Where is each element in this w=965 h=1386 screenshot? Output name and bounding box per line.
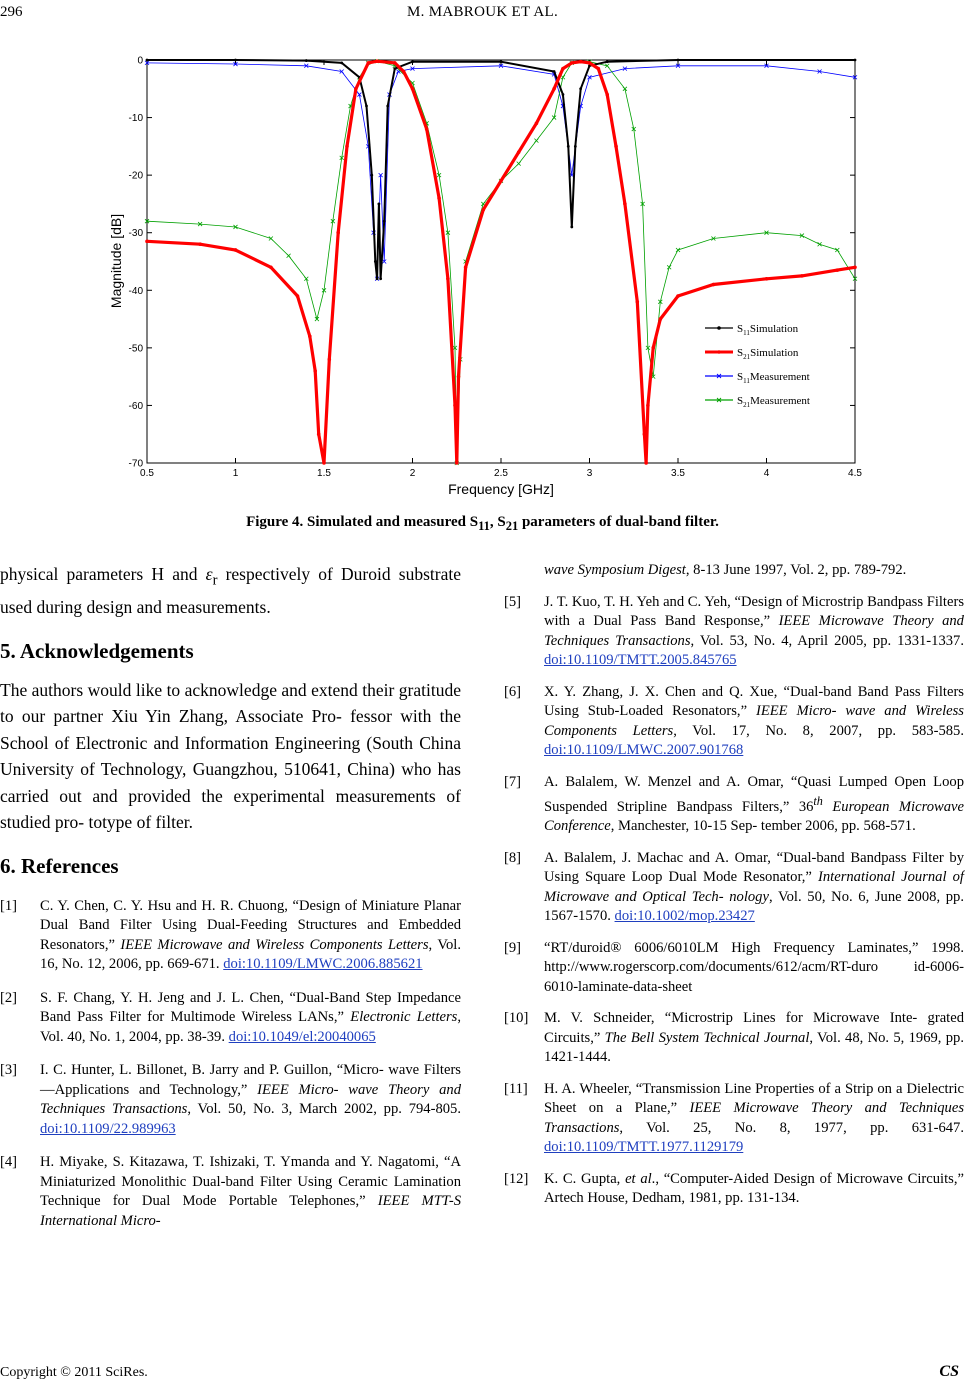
y-axis-label: Magnitude [dB]	[108, 213, 124, 309]
data-point	[517, 150, 521, 154]
data-point	[313, 369, 317, 373]
y-tick-label: -30	[128, 228, 143, 240]
data-point	[383, 220, 386, 223]
series-11-measurement	[145, 61, 857, 281]
reference-number: [11]	[504, 1080, 528, 1097]
doi-link[interactable]: doi:10.1109/TMTT.2005.845765	[544, 652, 737, 668]
reference-number: [6]	[504, 683, 522, 700]
y-tick-label: -10	[128, 113, 143, 125]
data-point	[552, 87, 556, 91]
series-line	[147, 63, 855, 279]
data-point	[234, 59, 237, 62]
data-point	[365, 105, 368, 108]
reference-text: X. Y. Zhang, J. X. Chen and Q. Xue, “Dual-band Band Pass Filters Using Stub-Loaded Resonators,” IEEE Micro- wave and Wireless Components Letters, Vol. 17, No. 8, 2007, pp. 583-585. doi:10.1109/LMWC.2007.901768	[544, 683, 964, 758]
data-point	[561, 67, 565, 71]
data-point	[425, 127, 429, 131]
data-point	[659, 317, 663, 321]
data-point	[296, 294, 300, 298]
page-number: 296	[0, 4, 23, 20]
x-tick-label: 2.5	[494, 468, 508, 479]
x-tick-label: 0.5	[140, 468, 154, 479]
data-point	[145, 240, 149, 244]
data-point	[305, 59, 308, 62]
references-heading: 6. References	[0, 853, 119, 878]
legend-label: $S_{21}Measurement$	[737, 395, 810, 409]
data-point	[643, 432, 647, 436]
data-point	[340, 61, 343, 64]
data-point	[146, 59, 149, 62]
reference-number	[504, 561, 544, 581]
acknowledgements-text: The authors would like to acknowledge and extend their gratitude to our partner Xiu Yin Zhang, Associate Pro- fessor with the School of Electronic and Information Engineering (South China University of Technology, Guangzhou, 510641, China) who has carried out and provided the experimental measurements of studied pro- totype of filter.	[0, 679, 461, 832]
series-11-simulation	[146, 59, 857, 281]
legend-marker	[717, 326, 721, 330]
y-tick-label: -60	[128, 400, 143, 412]
data-point	[455, 461, 459, 465]
data-point	[854, 59, 857, 62]
reference-item	[504, 1170, 964, 1209]
data-point	[818, 242, 822, 246]
data-point	[437, 196, 441, 200]
copyright-footer: Copyright © 2011 SciRes.	[0, 1365, 148, 1380]
reference-text: M. V. Schneider, “Microstrip Lines for Microwave Inte- grated Circuits,” The Bell System Technical Journal, Vol. 48, No. 5, 1969, pp. 1421-1444.	[544, 1010, 964, 1066]
data-point	[517, 162, 521, 166]
data-point	[386, 105, 389, 108]
data-point	[308, 335, 312, 339]
data-point	[800, 274, 804, 278]
x-axis-label: Frequency [GHz]	[448, 481, 554, 497]
data-point	[836, 268, 840, 272]
doi-link[interactable]: doi:10.1049/el:20040065	[228, 1028, 376, 1045]
reference-item	[504, 593, 964, 671]
data-point	[377, 203, 380, 206]
reference-number: [10]	[504, 1010, 529, 1027]
reference-text: H. A. Wheeler, “Transmission Line Properties of a Strip on a Dielectric Sheet on a Plane,” IEEE Microwave Theory and Techniques Transactions, Vol. 25, No. 8, 1977, pp. 631-647. doi:10.1109/TMTT.1977.1129179	[544, 1080, 964, 1156]
x-tick-label: 3	[586, 468, 593, 479]
reference-text: C. Y. Chen, C. Y. Hsu and H. R. Chuong, “Design of Miniature Planar Dual Band Filter Using Dual-Feeding Structures and Embedded Resonators,” IEEE Microwave and Wireless Components Letters, Vol. 16, No. 12, 2006, pp. 669-671. doi:10.1109/LMWC.2006.885621	[40, 897, 461, 972]
reference-number: [7]	[504, 773, 522, 790]
data-point	[379, 277, 382, 280]
data-point	[579, 60, 583, 64]
data-point	[375, 59, 379, 63]
data-point	[614, 145, 618, 149]
reference-item	[504, 849, 964, 927]
reference-number: [5]	[504, 593, 522, 610]
data-point	[534, 139, 538, 143]
data-point	[366, 61, 370, 65]
data-point	[269, 265, 273, 269]
data-point	[393, 67, 396, 70]
data-point	[567, 145, 570, 148]
reference-text: wave Symposium Digest, 8-13 June 1997, Vol. 2, pp. 789-792.	[544, 562, 907, 578]
data-point	[853, 265, 857, 269]
data-point	[570, 226, 573, 229]
data-point	[453, 404, 457, 408]
data-point	[411, 87, 415, 91]
data-point	[370, 174, 373, 177]
y-tick-label: 0	[137, 55, 143, 67]
data-point	[676, 294, 680, 298]
data-point	[562, 93, 565, 96]
reference-item	[504, 1009, 964, 1068]
y-tick-label: -50	[128, 343, 143, 355]
reference-text: I. C. Hunter, L. Billonet, B. Jarry and P. Guillon, “Micro- wave Filters—Applications and Technology,” IEEE Micro- wave Theory and Techniques Transactions, Vol. 50, No. 3, March 2002, pp. 794-805. doi:10.1109/22.989963	[40, 1062, 461, 1137]
doi-link[interactable]: doi:10.1109/TMTT.1977.1129179	[544, 1139, 744, 1156]
right-column	[504, 561, 964, 1209]
reference-text: A. Balalem, J. Machac and A. Omar, “Dual-band Bandpass Filter by Using Square Loop Dual Mode Resonator,” International Journal of Microwave and Optical Tech- nology, Vol. 50, No. 6, June 2008, pp. 1567-1570. doi:10.1002/mop.23427	[544, 849, 964, 925]
x-tick-label: 1.5	[317, 468, 331, 479]
reference-text: K. C. Gupta, et al., “Computer-Aided Design of Microwave Circuits,” Artech House, Dedham, 1981, pp. 131-134.	[544, 1170, 964, 1207]
data-point	[393, 61, 397, 65]
reference-text: A. Balalem, W. Menzel and A. Omar, “Quasi Lumped Open Loop Suspended Stripline Bandpass Filters,” 36th European Microwave Conference, Manchester, 10-15 Sep- tember 2006, pp. 568-571.	[544, 773, 964, 835]
data-point	[712, 283, 716, 287]
reference-item	[0, 989, 461, 1048]
acknowledgements-heading: 5. Acknowledgements	[0, 638, 194, 663]
data-point	[464, 265, 468, 269]
reference-text: “RT/duroid® 6006/6010LM High Frequency Laminates,” 1998. http://www.rogerscorp.com/documents/612/acm/RT-duro id-6006-6010-laminate-data-sheet	[544, 939, 964, 995]
data-point	[570, 61, 574, 65]
data-point	[677, 59, 680, 62]
doi-link[interactable]: doi:10.1002/mop.23427	[614, 908, 755, 925]
y-tick-label: -20	[128, 170, 143, 182]
data-point	[446, 277, 450, 281]
x-tick-label: 1	[232, 468, 239, 479]
reference-item	[504, 561, 964, 581]
data-point	[317, 432, 321, 436]
running-header-authors: M. MABROUK ET AL.	[406, 4, 559, 20]
data-point	[402, 70, 406, 74]
data-point	[676, 248, 680, 252]
data-point	[328, 358, 332, 362]
data-point	[597, 67, 601, 71]
legend-label: $S_{11}Measurement$	[737, 371, 810, 385]
data-point	[374, 260, 377, 263]
data-point	[644, 461, 648, 465]
data-point	[635, 300, 639, 304]
legend-label: $S_{21}Simulation$	[737, 347, 799, 361]
data-point	[535, 122, 539, 126]
left-column	[0, 561, 461, 1231]
data-point	[269, 236, 273, 240]
doi-link[interactable]: doi:10.1109/22.989963	[40, 1120, 176, 1137]
data-point	[606, 60, 609, 63]
data-point	[605, 93, 609, 97]
data-point	[588, 61, 592, 65]
data-point	[500, 60, 503, 63]
data-point	[499, 179, 503, 183]
data-point	[765, 277, 769, 281]
data-point	[579, 87, 582, 90]
reference-text: S. F. Chang, Y. H. Jeng and J. L. Chen, “Dual-Band Step Impedance Band Pass Filter for Multimode Wireless LANs,” Electronic Letters, Vol. 40, No. 1, 2004, pp. 38-39. doi:10.1049/el:20040065	[40, 989, 462, 1045]
reference-number: [12]	[504, 1170, 529, 1187]
x-tick-label: 4	[763, 468, 770, 479]
reference-number: [8]	[504, 849, 522, 866]
data-point	[646, 404, 650, 408]
data-point	[345, 145, 349, 149]
reference-text: H. Miyake, S. Kitazawa, T. Ishizaki, T. Ymanda and Y. Nagatomi, “A Miniaturized Monolithic Dual-band Filter Using Ceramic Lamination Technique for Dual Mode Portable Telephones,” IEEE MTT-S International Micro-	[40, 1154, 461, 1229]
data-point	[651, 346, 655, 350]
reference-item	[0, 1061, 461, 1139]
reference-item	[504, 1080, 964, 1158]
data-point	[287, 254, 291, 258]
reference-item	[0, 1153, 461, 1231]
chart-legend	[695, 316, 845, 416]
x-tick-label: 3.5	[671, 468, 685, 479]
data-point	[354, 87, 358, 91]
data-point	[198, 242, 202, 246]
y-tick-label: -40	[128, 285, 143, 297]
legend-label: $S_{11}Simulation$	[737, 323, 799, 337]
y-tick-label: -70	[128, 458, 143, 470]
journal-abbrev: CS	[939, 1363, 959, 1380]
doi-link[interactable]: doi:10.1109/LMWC.2007.901768	[544, 742, 744, 758]
reference-item	[504, 939, 964, 998]
legend-marker	[717, 350, 721, 354]
data-point	[574, 145, 577, 148]
reference-number: [4]	[0, 1154, 18, 1170]
reference-text: J. T. Kuo, T. H. Yeh and C. Yeh, “Design of Microstrip Bandpass Filters with a Dual Pass Band Response,” IEEE Microwave Theory and Techniques Transactions, Vol. 53, No. 4, April 2005, pp. 1331-1337. doi:10.1109/TMTT.2005.845765	[544, 593, 964, 668]
intro-paragraph: physical parameters H and $\varepsilon_r$ respectively of Duroid substrate used during design and measurements.	[0, 564, 461, 617]
data-point	[336, 231, 340, 235]
reference-item	[504, 683, 964, 761]
data-point	[623, 202, 627, 206]
data-point	[482, 208, 486, 212]
data-point	[457, 375, 461, 379]
reference-number: [1]	[0, 897, 18, 914]
data-point	[234, 248, 238, 252]
data-point	[411, 60, 414, 63]
figure-caption: Figure 4. Simulated and measured $S_{11}$, $S_{21}$ parameters of dual-band filter.	[246, 514, 719, 533]
series-line	[147, 60, 855, 279]
reference-item	[504, 773, 964, 837]
data-point	[835, 248, 839, 252]
x-tick-label: 2	[409, 468, 416, 479]
doi-link[interactable]: doi:10.1109/LMWC.2006.885621	[223, 956, 423, 972]
reference-item	[0, 897, 461, 975]
data-point	[553, 70, 556, 73]
x-tick-label: 4.5	[848, 468, 862, 479]
reference-number: [9]	[504, 939, 522, 956]
reference-number: [3]	[0, 1062, 18, 1078]
s-parameter-chart	[95, 48, 885, 508]
data-point	[322, 461, 326, 465]
data-point	[376, 277, 379, 280]
reference-number: [2]	[0, 989, 18, 1006]
